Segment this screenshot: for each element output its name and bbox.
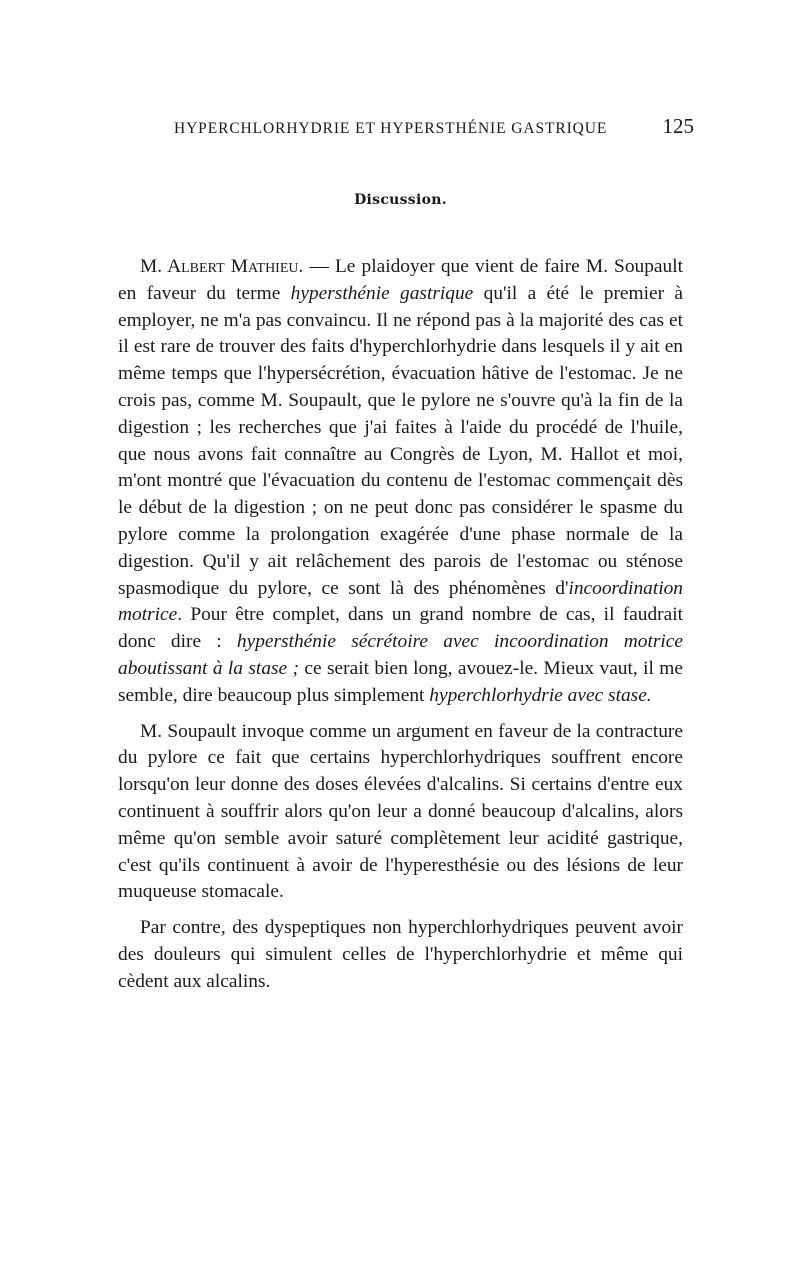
running-head <box>174 114 694 139</box>
paragraph-1 <box>118 254 683 710</box>
term-hypersthenie-gastrique: hypersthénie gastrique <box>290 282 474 304</box>
term-hyperchlorhydrie-avec-stase: hyperchlorhydrie avec stase. <box>429 684 652 706</box>
paragraph-3: Par contre, des dyspeptiques non hyperchlorhydriques peuvent avoir des douleurs qui simulent celles de l'hyperchlorhydrie et même qui cèdent aux alcalins. <box>118 917 683 992</box>
paragraph-2: M. Soupault invoque comme un argument en faveur de la contracture du pylore ce fait que certains hyperchlorhydriques souffrent encore lorsqu'on leur donne des doses élevées d'alcalins. Si certains d'entre eux continuent à souffrir alors qu'on leur a donné beaucoup d'alcalins, alors même qu'on semble avoir saturé complètement leur acidité gastrique, c'est qu'ils continuent à avoir de l'hyperesthésie ou des lésions de leur muqueuse stomacale. <box>118 720 683 903</box>
section-title: Discussion. <box>354 192 447 208</box>
paragraph-1-text: qu'il a été le premier à employer, ne m'a pas convaincu. Il ne répond pas à la majorité des cas et il est rare de trouver des faits d'hyperchlorhydrie dans lesquels il y ait en même temps que l'hypersécrétion, évacuation hâtive de l'estomac. Je ne crois pas, comme M. Soupault, que le pylore ne s'ouvre qu'à la fin de la digestion ; les recherches que j'ai faites à l'aide du procédé de l'huile, que nous avons fait connaître au Congrès de Lyon, M. Hallot et moi, m'ont montré que l'évacuation du contenu de l'estomac commençait dès le début de la digestion ; on ne peut donc pas considérer le spasme du pylore comme la prolongation exagérée d'une phase normale de la digestion. Qu'il y ait relâchement des parois de l'estomac ou sténose spasmodique du pylore, ce sont là des phénomènes d' <box>118 282 683 599</box>
paragraph-1-text: . Pour être complet, dans un grand nombre de cas, il faudrait donc dire : <box>118 604 683 653</box>
term-incoordination-motrice: incoordination motrice <box>118 577 683 626</box>
term-hypersthenie-secretoire: hypersthénie sécrétoire avec incoordination motrice aboutissant à la stase ; <box>118 631 683 679</box>
paragraph-1-text: — Le plaidoyer que vient de faire M. Soupault en faveur du terme <box>118 256 683 304</box>
running-title: HYPERCHLORHYDRIE ET HYPERSTHÉNIE GASTRIQUE <box>174 120 608 137</box>
page-number: 125 <box>662 114 694 138</box>
body-text <box>118 254 683 996</box>
speaker-name: M. Albert Mathieu. <box>140 256 304 277</box>
paragraph-1-text: ce serait bien long, avouez-le. Mieux vaut, il me semble, dire beaucoup plus simplement <box>118 657 683 706</box>
